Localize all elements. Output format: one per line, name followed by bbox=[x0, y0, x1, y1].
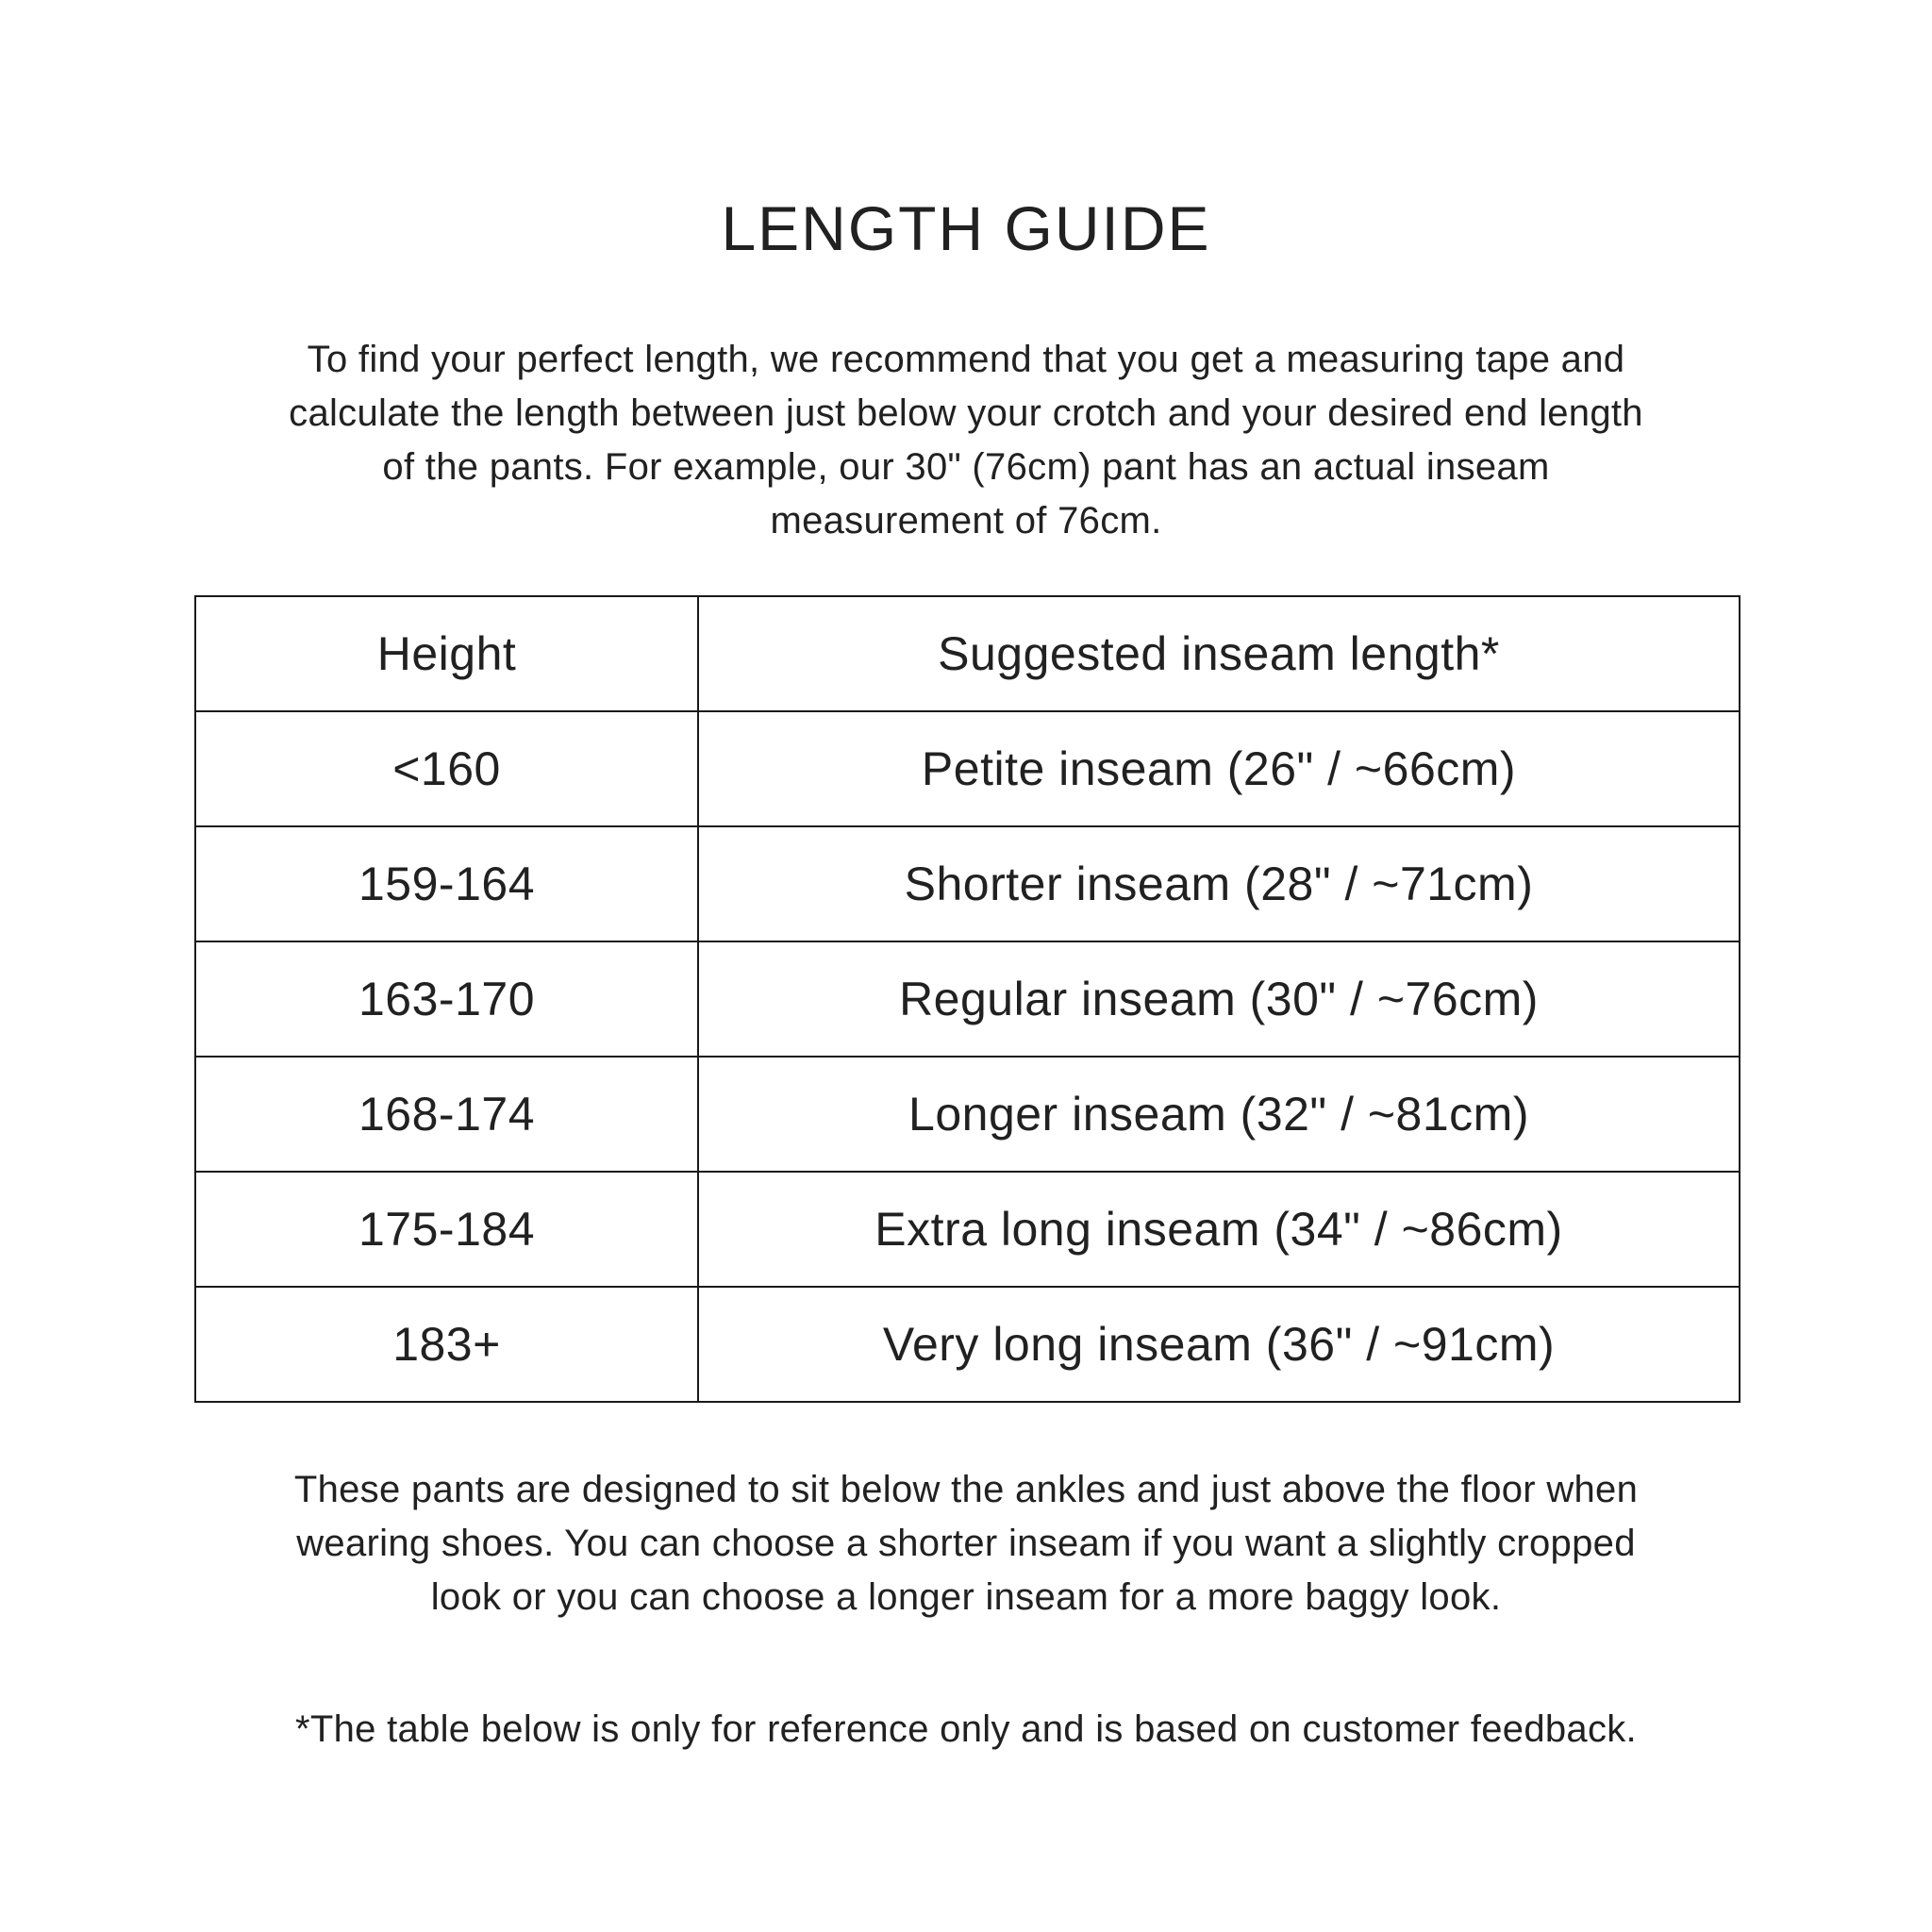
table-row bbox=[195, 711, 1740, 826]
inseam-cell: Petite inseam (26" / ~66cm) bbox=[698, 711, 1740, 826]
intro-line: To find your perfect length, we recommend that you get a measuring tape and bbox=[307, 339, 1625, 380]
fit-note-line: wearing shoes. You can choose a shorter inseam if you want a slightly cropped bbox=[296, 1523, 1636, 1564]
table-header-row bbox=[195, 596, 1740, 711]
fit-note-line: These pants are designed to sit below the ankles and just above the floor when bbox=[293, 1469, 1639, 1510]
page-title: LENGTH GUIDE bbox=[721, 193, 1211, 263]
table-row bbox=[195, 826, 1740, 941]
inseam-cell: Extra long inseam (34" / ~86cm) bbox=[698, 1172, 1740, 1287]
height-cell: 159-164 bbox=[195, 826, 698, 941]
fit-note-paragraph bbox=[0, 1463, 1932, 1624]
intro-line: calculate the length between just below your crotch and your desired end length bbox=[289, 392, 1643, 434]
intro-line: measurement of 76cm. bbox=[770, 500, 1162, 541]
table-header-inseam: Suggested inseam length* bbox=[698, 596, 1740, 711]
inseam-cell: Regular inseam (30" / ~76cm) bbox=[698, 941, 1740, 1057]
intro-line: of the pants. For example, our 30" (76cm) pant has an actual inseam bbox=[382, 446, 1550, 488]
inseam-cell: Very long inseam (36" / ~91cm) bbox=[698, 1287, 1740, 1402]
height-cell: 183+ bbox=[195, 1287, 698, 1402]
intro-paragraph bbox=[0, 333, 1932, 548]
height-cell: 175-184 bbox=[195, 1172, 698, 1287]
inseam-cell: Shorter inseam (28" / ~71cm) bbox=[698, 826, 1740, 941]
length-table bbox=[194, 595, 1740, 1403]
fit-note-line: look or you can choose a longer inseam for a more baggy look. bbox=[430, 1576, 1502, 1618]
height-cell: <160 bbox=[195, 711, 698, 826]
table-row bbox=[195, 941, 1740, 1057]
table-header-height: Height bbox=[195, 596, 698, 711]
height-cell: 163-170 bbox=[195, 941, 698, 1057]
height-cell: 168-174 bbox=[195, 1057, 698, 1172]
table-row bbox=[195, 1172, 1740, 1287]
table-row bbox=[195, 1287, 1740, 1402]
table-row bbox=[195, 1057, 1740, 1172]
inseam-cell: Longer inseam (32" / ~81cm) bbox=[698, 1057, 1740, 1172]
footnote-text: *The table below is only for reference only and is based on customer feedback. bbox=[295, 1708, 1637, 1750]
